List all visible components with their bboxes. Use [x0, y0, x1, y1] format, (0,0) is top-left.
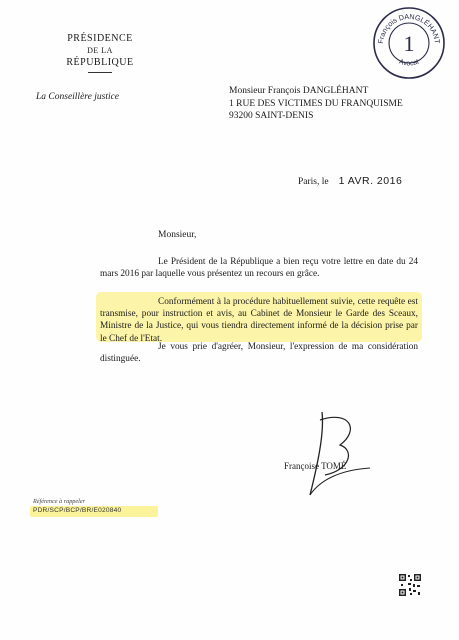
date-place: Paris, le [298, 177, 329, 187]
paragraph-1 [100, 256, 418, 280]
signer-name: Françoise TOMÉ [284, 461, 347, 471]
recipient-address [229, 85, 403, 123]
paragraph-3 [100, 341, 418, 365]
qr-code-icon [398, 573, 422, 597]
recipient-street: 1 RUE DES VICTIMES DU FRANQUISME [229, 98, 403, 109]
letterhead [52, 33, 148, 73]
stamp-top-text: François DANGLÉHANT [375, 11, 443, 45]
letterhead-rule [88, 72, 112, 73]
letterhead-line-3: RÉPUBLIQUE [66, 57, 134, 68]
handwritten-signature [280, 400, 390, 510]
salutation: Monsieur, [158, 230, 197, 240]
paragraph-3-text: Je vous prie d'agréer, Monsieur, l'expression de ma considération distinguée. [100, 342, 418, 365]
reference-label: Référence à rappeler [33, 498, 85, 505]
stamp-bottom-text: Avocat [397, 58, 421, 68]
recipient-city: 93200 SAINT-DENIS [229, 111, 314, 121]
round-ink-stamp-icon [371, 5, 447, 81]
reference-code: PDR/SCP/BCP/BR/E020840 [33, 507, 122, 514]
svg-text:Avocat [398, 58, 420, 67]
letterhead-line-2: DE LA [87, 46, 113, 55]
paragraph-2-text: Conformément à la procédure habituellement suivie, cette requête est transmise, pour instruction et avis, au Cabinet de Monsieur le Garde des Sceaux, Ministre de la Justice, qui vous tiendra directement informé de la décision prise par le Chef de l'Etat. [100, 297, 418, 344]
recipient-name: Monsieur François DANGLÉHANT [229, 86, 369, 96]
date-line [298, 175, 402, 187]
paragraph-1-text: Le Président de la République a bien reçu votre lettre en date du 24 mars 2016 par laquelle vous présentez un recours en grâce. [100, 257, 418, 280]
date-stamp: 1 AVR. 2016 [338, 175, 403, 187]
sender-role: La Conseillère justice [36, 92, 120, 102]
stamp-number: 1 [403, 31, 415, 56]
paragraph-2 [100, 296, 418, 345]
letterhead-line-1: PRÉSIDENCE [67, 33, 133, 44]
